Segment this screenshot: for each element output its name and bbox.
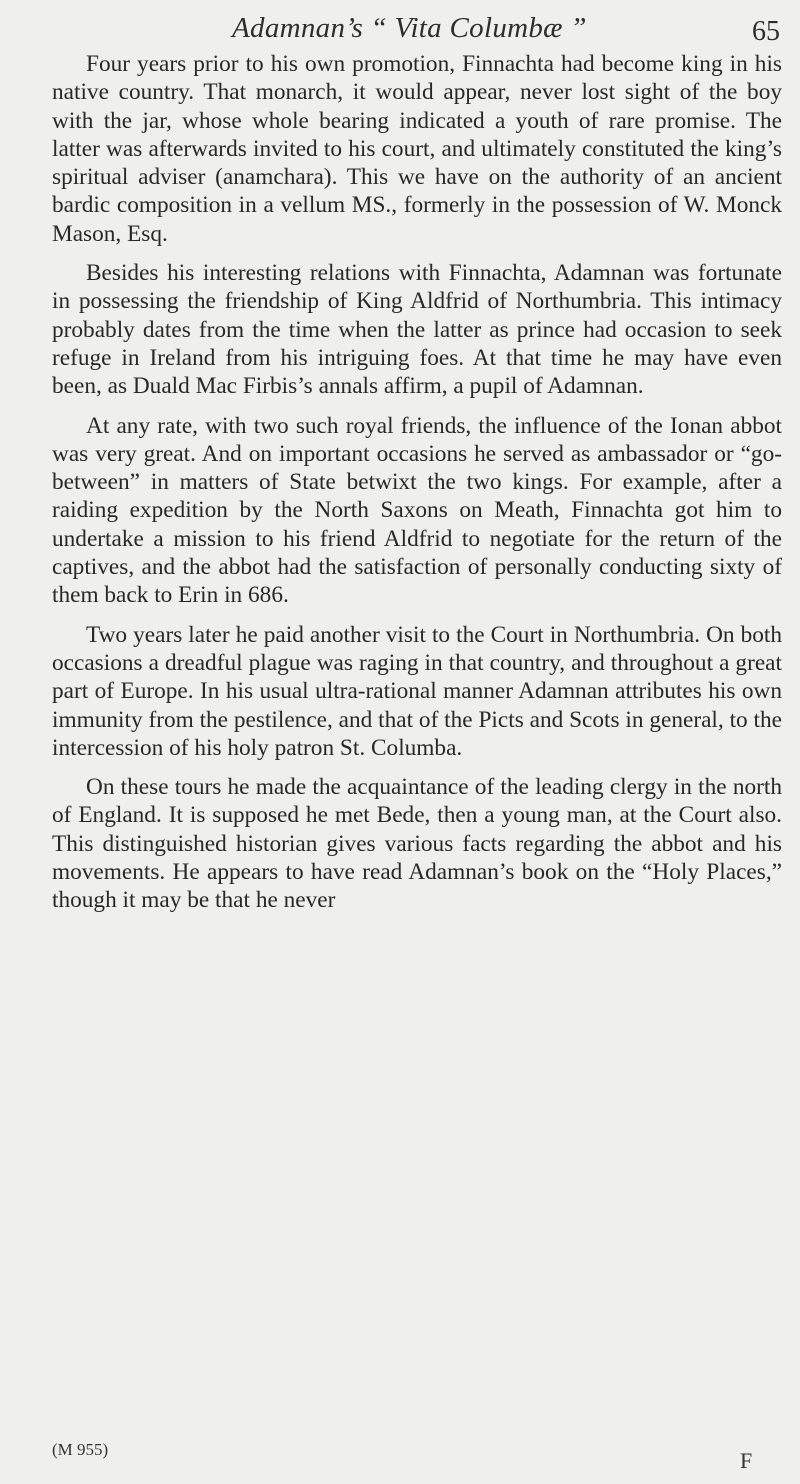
running-title: Adamnan’s “ Vita Columbæ ” [232, 12, 587, 44]
paragraph-king-aldfrid: Besides his interesting relations with Finnachta, Adamnan was fortunate in possessing the friendship of King Aldfrid of Northumbria. This intimacy probably dates from the time when the latter as prince had occasion to seek refuge in Ireland from his intriguing foes. At that time he may have even been, as Duald Mac Firbis’s annals affirm, a pupil of Adamnan. [52, 260, 782, 400]
paragraph-finnachta-king: Four years prior to his own promotion, Finnachta had become king in his native country. That monarch, it would appear, never lost sight of the boy with the jar, whose whole bearing indicated a youth of rare promise. The latter was afterwards invited to his court, and ultimately constituted the king’s spiritual adviser (anamchara). This we have on the authority of an ancient bardic composition in a vellum MS., formerly in the possession of W. Monck Mason, Esq. [52, 51, 782, 247]
page-number: 65 [752, 16, 780, 47]
page-footer [0, 1440, 800, 1480]
running-head [0, 10, 800, 46]
paragraph-bede: On these tours he made the acquaintance of the leading clergy in the north of England. It is supposed he met Bede, then a young man, at the Court also. This distinguished historian gives various facts regarding the abbot and his movements. He appears to have read Adamnan’s book on the “Holy Places,” though it may be that he never [52, 774, 782, 914]
paragraph-ambassador: At any rate, with two such royal friends, the influence of the Ionan abbot was very great. And on important occasions he served as ambassador or “go-between” in matters of State betwixt the two kings. For example, after a raiding expedition by the North Saxons on Meath, Finnachta got him to undertake a mission to his friend Aldfrid to negotiate for the return of the captives, and the abbot had the satisfaction of personally conducting sixty of them back to Erin in 686. [52, 412, 782, 609]
signature-mark: F [740, 1448, 753, 1473]
body-text [52, 50, 782, 915]
paragraph-plague: Two years later he paid another visit to the Court in Northumbria. On both occasions a dreadful plague was raging in that country, and throughout a great part of Europe. In his usual ultra-rational manner Adamnan attributes his own immunity from the pestilence, and that of the Picts and Scots in general, to the intercession of his holy patron St. Columba. [52, 621, 782, 761]
printer-signature: (M 955) [52, 1440, 109, 1459]
